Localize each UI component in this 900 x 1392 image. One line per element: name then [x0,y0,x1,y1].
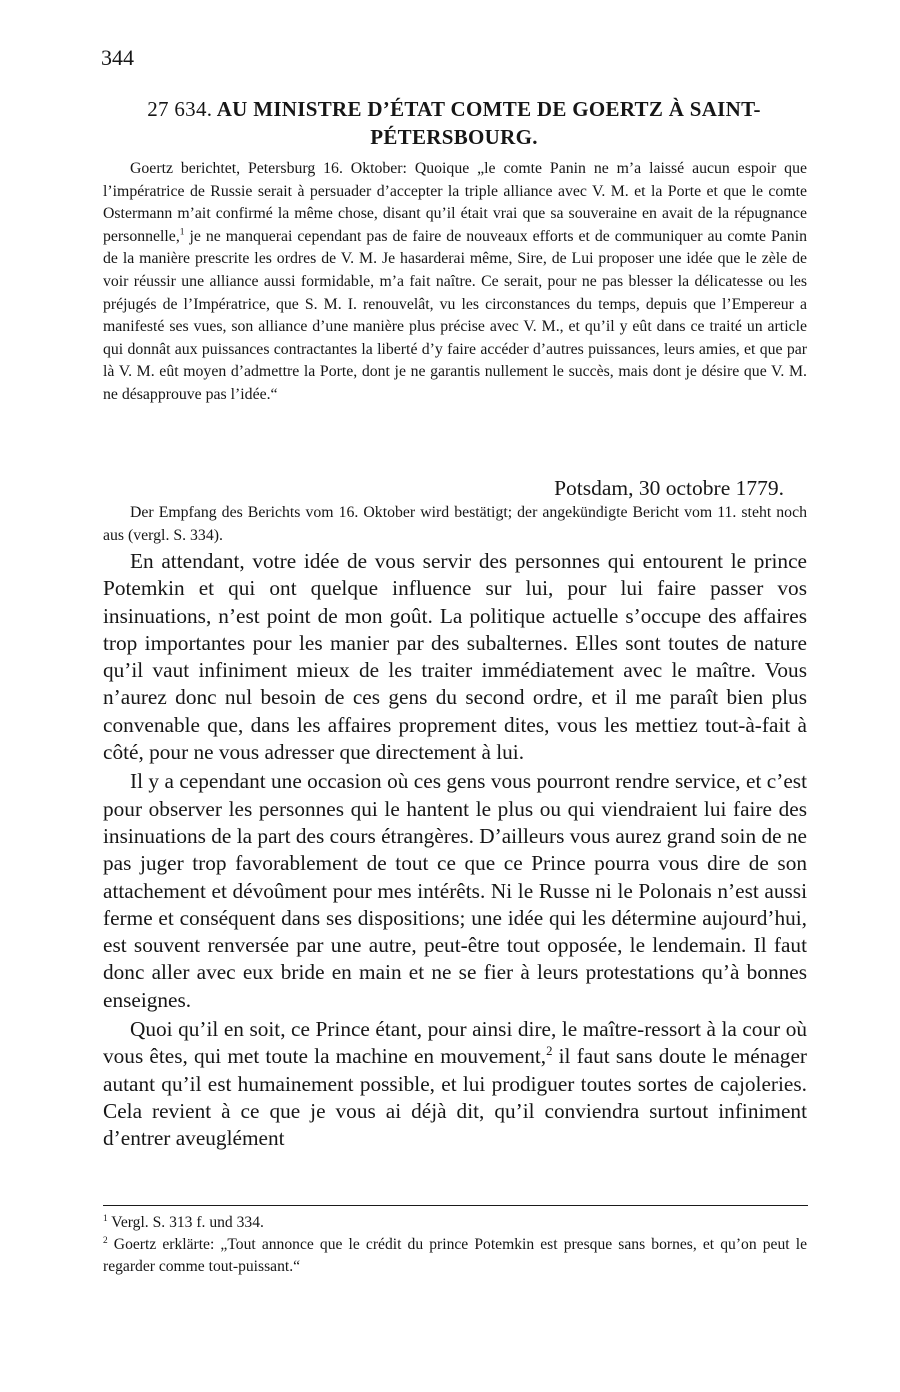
summary-text-part-2: je ne manquerai cependant pas de faire de nouveaux efforts et de communiquer au comte Panin de la manière prescrite les ordres de V. M. Je hasarderai même, Sire, de Lui proposer une idée que le zèle de voir réussir une alliance aussi formidable, m’a fait naître. Ce serait, pour ne pas blesser la délicatesse ou les préjugés de l’Impératrice, que S. M. I. renouvelât, vu les circonstances du temps, depuis que l’Empereur a manifesté ses vues, son alliance d’une manière plus précise avec V. M., et qu’il y eût dans ce traité un article qui donnât aux puissances contractantes la liberté d’y faire accéder d’autres puissances, leurs amies, et que par là V. M. eût moyen d’admettre la Porte, dont je ne garantis nullement le succès, mais dont je désire que V. M. ne désapprouve pas l’idée.“ [103,227,807,403]
body-paragraph-3-part-2: il faut sans doute le ménager autant qu’il est humainement possible, et lui prodiguer toutes sortes de cajoleries. Cela revient à ce que je vous ai déjà dit, qu’il conviendra surtout infiniment d’entrer aveuglément [103,1044,808,1151]
footnote-2-mark: 2 [103,1235,108,1246]
summary-text-part-1: Goertz berichtet, Petersburg 16. Oktober: Quoique „le comte Panin ne m’a laissé aucun espoir que l’impératrice de Russie serait à persuader d’accepter la triple alliance avec V. M. et la Porte et que le comte Ostermann m’ait confirmé la même chose, disant qu’il était vrai que sa souveraine en avait de la répugnance personnelle, [103,160,807,245]
footnote-1-mark: 1 [103,1213,108,1224]
document-title: AU MINISTRE D’ÉTAT COMTE DE GOERTZ À SAINT-PÉTERSBOURG. [216,97,761,149]
acknowledgement-note: Der Empfang des Berichts vom 16. Oktober wird bestätigt; der angekündigte Bericht vom 11. steht noch aus (vergl. S. 334). [103,504,807,544]
footnote-2-text: Goertz erklärte: „Tout annonce que le crédit du prince Potemkin est presque sans bornes, et qu’on peut le regarder comme tout-puissant.“ [103,1236,807,1275]
footnotes [103,1212,807,1278]
footnote-ref-1: 1 [179,227,185,238]
footnote-divider [103,1205,808,1206]
body-paragraph-1: En attendant, votre idée de vous servir des personnes qui entourent le prince Potemkin et qui ont quelque influence sur lui, pour lui faire passer vos insinuations, n’est point de mon goût. La politique actuelle s’occupe des affaires trop importantes pour les manier par des subalternes. Elles sont toutes de nature qu’il vaut infiniment mieux de les traiter immédiatement avec le maître. Vous n’aurez donc nul besoin de ces gens du second ordre, et il me paraît bien plus convenable que, dans les affaires proprement dites, vous les mettiez tout-à-fait à côté, pour ne vous adresser que directement à lui. [103,549,807,765]
dateline: Potsdam, 30 octobre 1779. [554,476,784,500]
footnote-1 [103,1212,807,1234]
document-number: 27 634. [147,97,213,121]
footnote-2 [103,1234,807,1278]
document-heading [100,95,808,151]
body-paragraph-3-part-1: Quoi qu’il en soit, ce Prince étant, pour ainsi dire, le maître-ressort à la cour où vous êtes, qui met toute la machine en mouvement, [103,1017,807,1069]
body-paragraph-3 [103,1016,807,1152]
letter-body [103,548,807,1155]
report-summary [103,158,807,407]
footnote-ref-2: 2 [546,1044,553,1059]
page-number: 344 [101,45,134,70]
body-paragraph-2: Il y a cependant une occasion où ces gens vous pourront rendre service, et c’est pour observer les personnes qui le hantent le plus ou qui viendraient lui faire des insinuations de la part des cours étrangères. D’ailleurs vous aurez grand soin de ne pas juger trop favorablement de tout ce que ce Prince pourra vous dire de son attachement et dévoûment pour mes intérêts. Ni le Russe ni le Polonais n’est aussi ferme et conséquent dans ses dispositions; une idée qui les détermine aujourd’hui, est souvent renversée par une autre, peut-être tout opposée, le lendemain. Il faut donc aller avec eux bride en main et ne se fier à leurs protestations qu’à bonnes enseignes. [103,769,807,1012]
footnote-1-text: Vergl. S. 313 f. und 334. [107,1214,264,1231]
